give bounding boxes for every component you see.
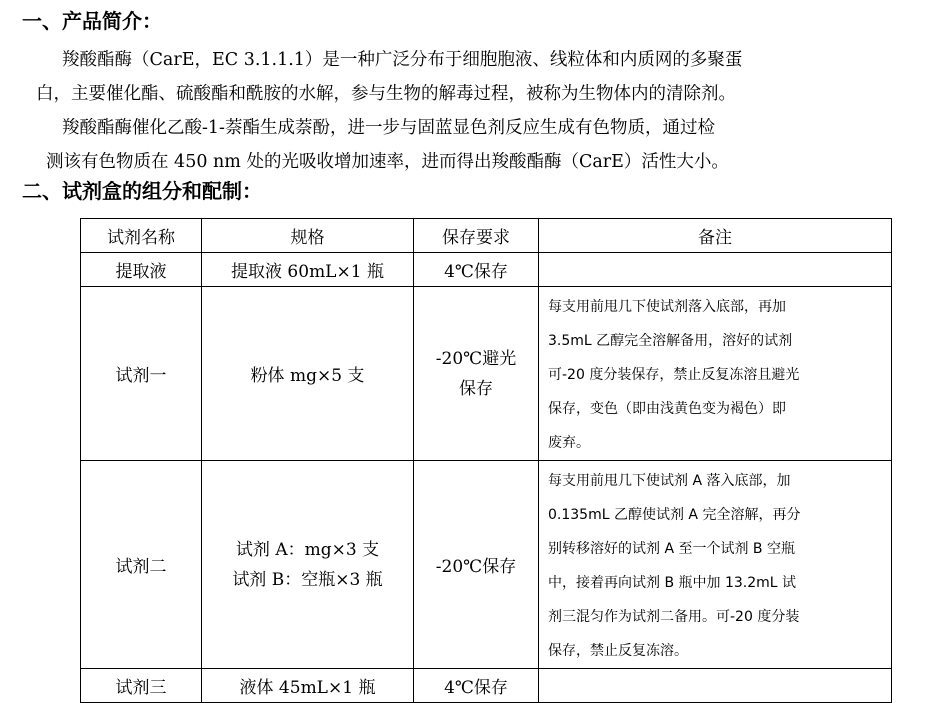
intro-line: 羧酸酯酶（CarE，EC 3.1.1.1）是一种广泛分布于细胞胞液、线粒体和内质网的多聚蛋 [62,50,743,70]
intro-paragraph [0,43,945,179]
cell-storage [414,287,539,461]
header-notes: 备注 [539,219,892,253]
spec-line: 试剂 B：空瓶×3 瓶 [232,569,383,590]
cell-spec: 液体 45mL×1 瓶 [202,669,414,703]
table-row-reagent-1 [81,287,892,461]
header-spec: 规格 [202,219,414,253]
cell-spec: 提取液 60mL×1 瓶 [202,253,414,287]
table-row-extraction [81,253,892,287]
table-row-reagent-2 [81,461,892,669]
note-line: 可-20 度分装保存，禁止反复冻溶且避光 [548,367,800,383]
cell-storage: 4℃保存 [414,669,539,703]
section-heading-intro: 一、产品简介： [22,9,162,33]
intro-line: 测该有色物质在 450 nm 处的光吸收增加速率，进而得出羧酸酯酶（CarE）活性大小。 [46,152,729,172]
note-line: 每支用前甩几下使试剂 A 落入底部，加 [548,473,791,489]
cell-notes [539,287,892,461]
intro-line: 羧酸酯酶催化乙酸-1-萘酯生成萘酚，进一步与固蓝显色剂反应生成有色物质，通过检 [62,118,715,138]
storage-line: 保存 [459,378,493,399]
note-line: 每支用前甩几下使试剂落入底部，再加 [548,299,786,315]
reagent-table [80,218,892,703]
cell-storage: -20℃保存 [414,461,539,669]
cell-notes [539,253,892,287]
intro-line: 白，主要催化酯、硫酸酯和酰胺的水解，参与生物的解毒过程，被称为生物体内的清除剂。 [36,84,736,104]
cell-storage: 4℃保存 [414,253,539,287]
note-line: 0.135mL 乙醇使试剂 A 完全溶解，再分 [548,507,801,523]
cell-name: 试剂二 [81,461,202,669]
table-row-reagent-3 [81,669,892,703]
cell-notes [539,461,892,669]
cell-name: 试剂三 [81,669,202,703]
section-heading-components: 二、试剂盒的组分和配制： [22,179,262,203]
note-line: 保存，禁止反复冻溶。 [548,643,688,659]
note-line: 剂三混匀作为试剂二备用。可-20 度分装 [548,609,800,625]
header-storage: 保存要求 [414,219,539,253]
spec-line: 试剂 A：mg×3 支 [235,539,380,560]
cell-name: 试剂一 [81,287,202,461]
cell-spec: 粉体 mg×5 支 [202,287,414,461]
note-line: 废弃。 [548,435,590,451]
note-line: 保存，变色（即由浅黄色变为褐色）即 [548,401,786,417]
cell-spec [202,461,414,669]
cell-notes [539,669,892,703]
table-header-row [81,219,892,253]
note-line: 中，接着再向试剂 B 瓶中加 13.2mL 试 [548,575,797,591]
note-line: 3.5mL 乙醇完全溶解备用，溶好的试剂 [548,333,793,349]
cell-name: 提取液 [81,253,202,287]
header-reagent-name: 试剂名称 [81,219,202,253]
note-line: 别转移溶好的试剂 A 至一个试剂 B 空瓶 [548,541,795,557]
storage-line: -20℃避光 [435,348,517,369]
